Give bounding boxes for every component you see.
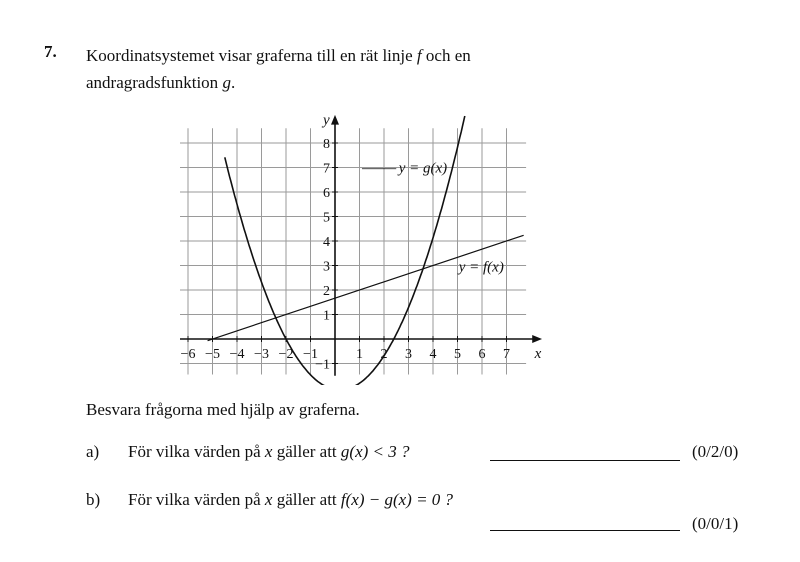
y-axis-arrow [331,115,339,125]
y-tick-label: 2 [323,284,330,299]
part-b-question [128,490,453,510]
y-tick-label: 4 [323,235,330,250]
intro-text-1: Koordinatsystemet visar graferna till en rät linje [86,46,413,65]
y-tick-label: 8 [323,137,330,152]
x-tick-label: −1 [303,347,318,362]
instruction-text: Besvara frågorna med hjälp av graferna. [86,400,360,419]
part-a-points: (0/2/0) [692,442,739,461]
intro-g: g [222,73,231,92]
part-b-var: x [264,490,273,509]
x-tick-label: −4 [229,347,245,362]
x-tick-label: 1 [356,347,363,362]
y-tick-label: −1 [315,357,330,373]
intro-line-1 [86,42,646,69]
part-a-question [128,442,410,462]
annotation-g: y = g(x) [398,160,448,177]
x-tick-label: 5 [454,347,461,362]
parabola-g [225,116,465,385]
part-a-text-mid: gäller att [276,442,337,461]
x-tick-label: 2 [380,347,388,362]
part-a-expression: g(x) < 3 ? [340,442,410,461]
y-tick-label: 1 [323,308,330,324]
x-tick-label: −6 [180,347,196,362]
intro-text-3: andragradsfunktion [86,73,219,92]
y-axis-label: y [323,112,330,129]
x-axis-arrow [532,335,542,343]
y-tick-label: 7 [323,161,330,177]
part-a-text-pre: För vilka värden på [128,442,261,461]
x-tick-label: −5 [205,347,220,362]
part-b-text-mid: gäller att [276,490,337,509]
intro-f: f [416,46,422,65]
x-tick-label: −3 [254,347,269,362]
intro-period: . [230,73,236,92]
intro-text-2: och en [425,46,471,65]
coordinate-graph [180,110,550,385]
x-tick-label: 6 [478,347,486,362]
intro-line-2 [86,69,646,96]
part-a-answer-line[interactable] [490,460,680,461]
y-tick-label: 5 [323,210,330,226]
x-axis-label: x [534,346,542,362]
part-b-points: (0/0/1) [692,514,739,533]
x-tick-label: 3 [405,347,412,362]
part-a-label: a) [86,442,100,461]
question-number: 7. [44,42,57,61]
annotation-f: y = f(x) [458,259,504,276]
x-tick-label: 4 [429,347,437,362]
part-b-answer-line[interactable] [490,530,680,531]
line-f [208,235,524,340]
part-b-expression: f(x) − g(x) = 0 ? [340,490,454,509]
x-tick-label: −2 [278,347,294,362]
part-b-label: b) [86,490,101,509]
question-intro [86,42,646,96]
y-tick-label: 3 [323,259,330,275]
part-a-var: x [264,442,273,461]
part-b-text-pre: För vilka värden på [128,490,261,509]
x-tick-label: 7 [503,347,510,362]
y-tick-label: 6 [323,186,330,201]
